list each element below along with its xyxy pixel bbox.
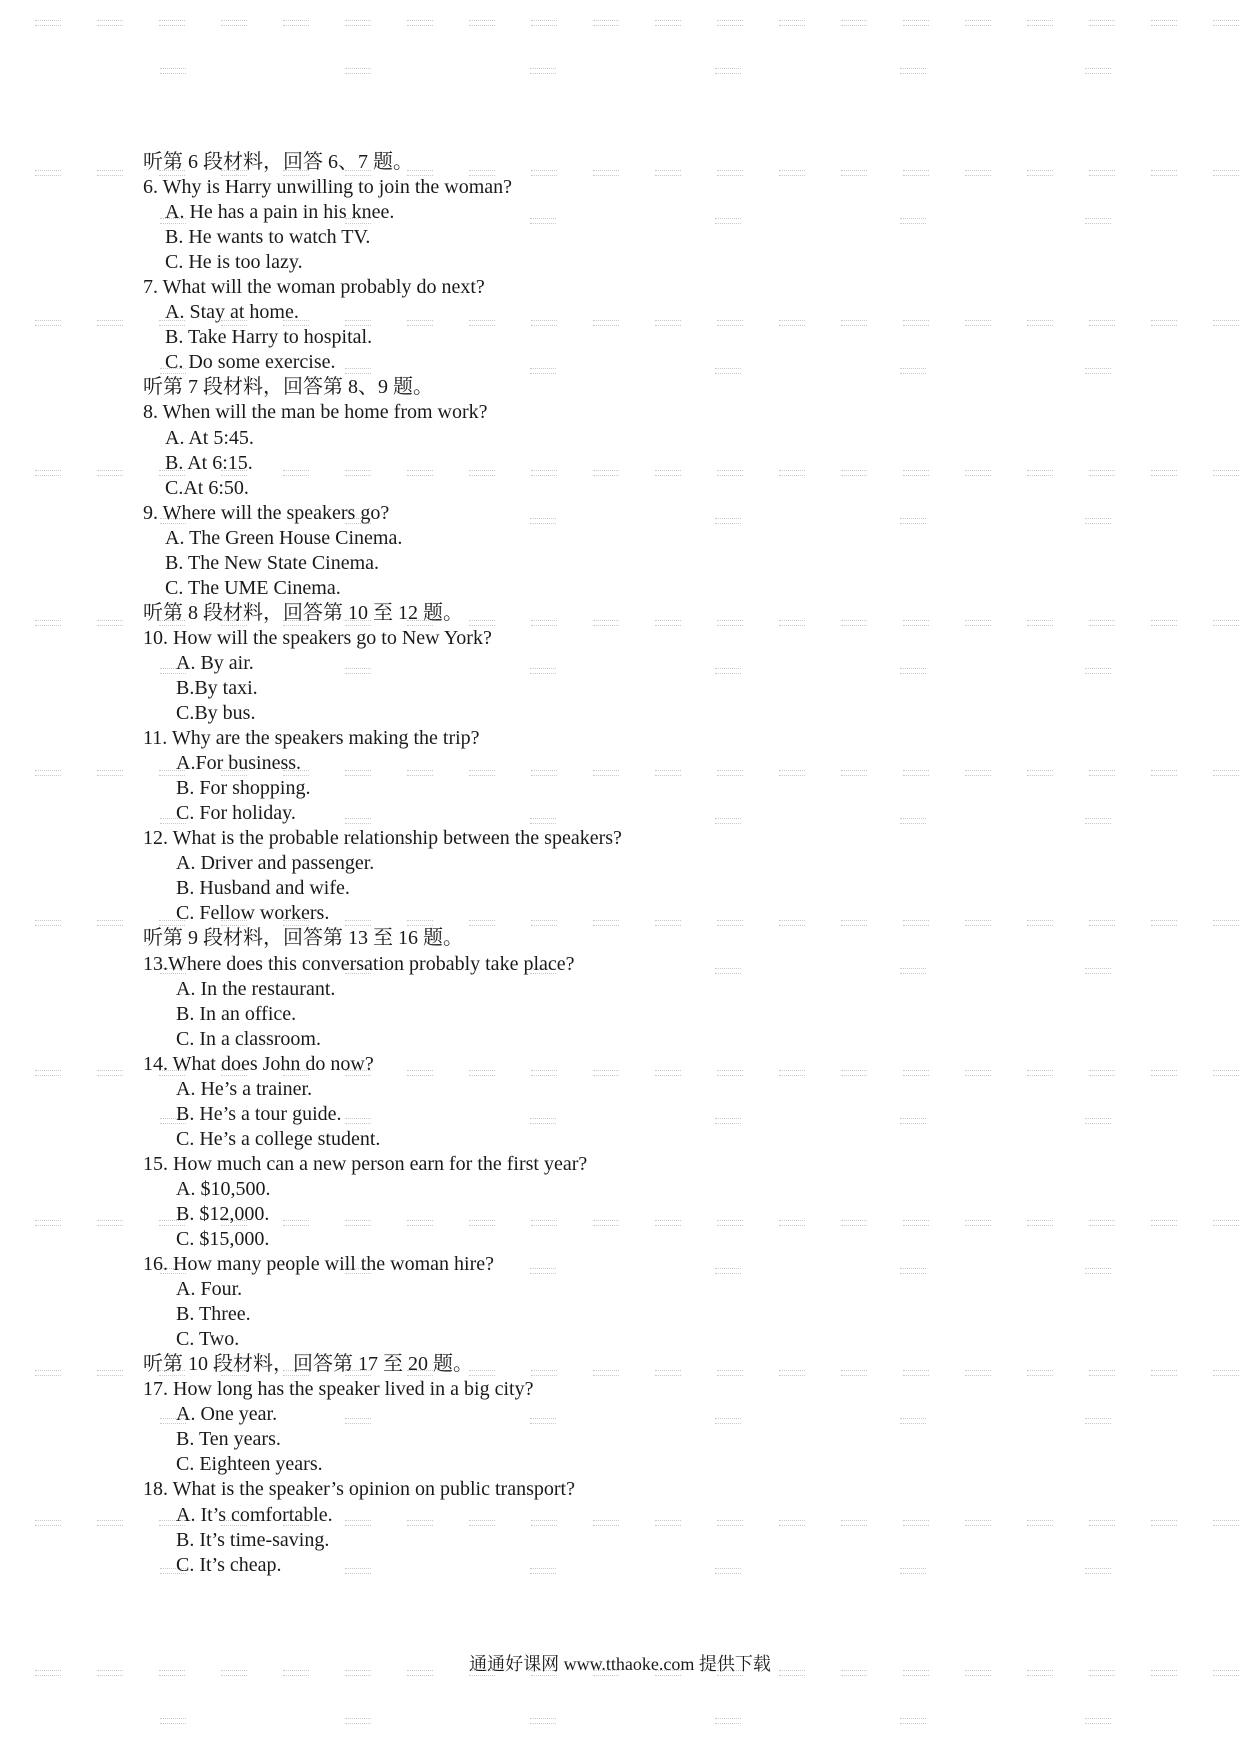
watermark-mark (1151, 1220, 1177, 1226)
watermark-mark (530, 68, 556, 74)
answer-option: A. One year. (176, 1403, 278, 1426)
answer-option: B. Ten years. (176, 1428, 281, 1451)
question-text: 14. What does John do now? (143, 1052, 374, 1075)
question-text: 18. What is the speaker’s opinion on public transport? (143, 1478, 575, 1501)
question-block (143, 826, 1143, 926)
watermark-mark (97, 170, 123, 176)
watermark-mark (1151, 20, 1177, 26)
watermark-mark (1213, 1220, 1239, 1226)
question-block (143, 726, 1143, 826)
answer-option: B. At 6:15. (165, 451, 253, 474)
answer-option: A. Stay at home. (165, 301, 299, 324)
watermark-mark (593, 20, 619, 26)
watermark-mark (965, 20, 991, 26)
question-text: 17. How long has the speaker lived in a big city? (143, 1378, 534, 1401)
watermark-mark (283, 20, 309, 26)
section-heading: 听第 10 段材料，回答第 17 至 20 题。 (143, 1353, 473, 1376)
question-text: 12. What is the probable relationship between the speakers? (143, 827, 622, 850)
answer-option: B.By taxi. (176, 676, 258, 699)
watermark-mark (35, 170, 61, 176)
watermark-mark (1085, 68, 1111, 74)
watermark-mark (97, 1520, 123, 1526)
answer-option: C. $15,000. (176, 1228, 270, 1251)
watermark-mark (159, 20, 185, 26)
answer-option: C.At 6:50. (165, 476, 249, 499)
question-block (143, 952, 1143, 1052)
answer-option: B. Take Harry to hospital. (165, 326, 373, 349)
watermark-mark (1151, 1070, 1177, 1076)
watermark-mark (530, 1718, 556, 1724)
answer-option: A. Four. (176, 1278, 243, 1301)
watermark-mark (407, 20, 433, 26)
watermark-mark (1213, 1070, 1239, 1076)
answer-option: A. By air. (176, 651, 254, 674)
watermark-mark (1151, 770, 1177, 776)
watermark-mark (35, 1070, 61, 1076)
watermark-mark (160, 68, 186, 74)
question-block (143, 1252, 1143, 1352)
watermark-mark (1213, 170, 1239, 176)
answer-option: B. He’s a tour guide. (176, 1102, 342, 1125)
watermark-mark (1213, 1370, 1239, 1376)
answer-option: C. Two. (176, 1328, 240, 1351)
answer-option: A. He’s a trainer. (176, 1077, 313, 1100)
watermark-mark (717, 20, 743, 26)
question-block (143, 175, 1143, 275)
watermark-mark (345, 68, 371, 74)
watermark-mark (1213, 470, 1239, 476)
watermark-mark (97, 770, 123, 776)
answer-option: C. For holiday. (176, 802, 296, 825)
watermark-mark (97, 1070, 123, 1076)
section-heading: 听第 6 段材料，回答 6、7 题。 (143, 151, 413, 173)
question-text: 10. How will the speakers go to New York? (143, 626, 492, 649)
answer-option: C. Eighteen years. (176, 1453, 323, 1476)
answer-option: A. Driver and passenger. (176, 852, 375, 875)
watermark-mark (841, 20, 867, 26)
watermark-mark (1213, 320, 1239, 326)
question-block (143, 275, 1143, 375)
watermark-mark (97, 470, 123, 476)
answer-option: A. At 5:45. (165, 426, 254, 449)
watermark-mark (1151, 1370, 1177, 1376)
page-footer: 通通好课网 www.tthaoke.com 提供下载 (469, 1654, 771, 1674)
watermark-mark (1085, 1718, 1111, 1724)
answer-option: C. In a classroom. (176, 1027, 321, 1050)
question-text: 8. When will the man be home from work? (143, 401, 488, 424)
watermark-mark (35, 770, 61, 776)
answer-option: A. The Green House Cinema. (165, 526, 403, 549)
answer-option: A. $10,500. (176, 1177, 271, 1200)
watermark-mark (97, 1220, 123, 1226)
question-block (143, 1477, 1143, 1577)
watermark-mark (97, 620, 123, 626)
watermark-mark (469, 20, 495, 26)
watermark-mark (35, 20, 61, 26)
watermark-mark (715, 68, 741, 74)
watermark-mark (35, 320, 61, 326)
answer-option: C. The UME Cinema. (165, 576, 341, 599)
watermark-mark (1151, 470, 1177, 476)
watermark-mark (35, 920, 61, 926)
watermark-mark (35, 1520, 61, 1526)
watermark-mark (655, 20, 681, 26)
watermark-mark (1151, 620, 1177, 626)
exam-content (143, 150, 1143, 1578)
answer-option: B. Husband and wife. (176, 877, 350, 900)
watermark-mark (97, 20, 123, 26)
section-heading: 听第 8 段材料，回答第 10 至 12 题。 (143, 601, 463, 624)
watermark-mark (1213, 1520, 1239, 1526)
watermark-mark (345, 1718, 371, 1724)
watermark-mark (779, 20, 805, 26)
watermark-mark (1151, 1520, 1177, 1526)
watermark-mark (1027, 20, 1053, 26)
watermark-mark (97, 320, 123, 326)
answer-option: A. It’s comfortable. (176, 1503, 333, 1526)
question-block (143, 626, 1143, 726)
watermark-mark (900, 1718, 926, 1724)
question-text: 7. What will the woman probably do next? (143, 276, 485, 299)
answer-option: B. He wants to watch TV. (165, 226, 371, 249)
question-text: 13.Where does this conversation probably take place? (143, 952, 575, 975)
question-block (143, 400, 1143, 500)
question-text: 9. Where will the speakers go? (143, 501, 390, 524)
section-heading: 听第 9 段材料，回答第 13 至 16 题。 (143, 927, 463, 950)
watermark-mark (1151, 920, 1177, 926)
answer-option: C. He is too lazy. (165, 251, 303, 274)
answer-option: B. For shopping. (176, 777, 311, 800)
question-text: 15. How much can a new person earn for the first year? (143, 1152, 588, 1175)
watermark-mark (97, 1370, 123, 1376)
answer-option: B. It’s time-saving. (176, 1528, 330, 1551)
watermark-mark (715, 1718, 741, 1724)
answer-option: B. In an office. (176, 1002, 297, 1025)
watermark-mark (35, 1220, 61, 1226)
watermark-mark (35, 470, 61, 476)
watermark-mark (160, 1718, 186, 1724)
answer-option: A.For business. (176, 752, 302, 775)
question-text: 11. Why are the speakers making the trip? (143, 727, 480, 750)
watermark-mark (1213, 20, 1239, 26)
answer-option: C. It’s cheap. (176, 1553, 282, 1576)
watermark-mark (1213, 920, 1239, 926)
watermark-mark (35, 1370, 61, 1376)
answer-option: B. The New State Cinema. (165, 551, 380, 574)
watermark-mark (903, 20, 929, 26)
question-block (143, 501, 1143, 601)
watermark-mark (35, 620, 61, 626)
answer-option: A. He has a pain in his knee. (165, 201, 395, 224)
watermark-mark (1151, 320, 1177, 326)
question-text: 6. Why is Harry unwilling to join the woman? (143, 176, 513, 199)
answer-option: C. Do some exercise. (165, 351, 336, 374)
question-text: 16. How many people will the woman hire? (143, 1253, 495, 1276)
watermark-mark (900, 68, 926, 74)
question-block (143, 1152, 1143, 1252)
answer-option: C.By bus. (176, 702, 256, 725)
watermark-mark (1213, 620, 1239, 626)
watermark-mark (1089, 20, 1115, 26)
watermark-mark (531, 20, 557, 26)
section-heading: 听第 7 段材料，回答第 8、9 题。 (143, 376, 433, 399)
watermark-mark (221, 20, 247, 26)
answer-option: C. Fellow workers. (176, 902, 330, 925)
watermark-mark (345, 20, 371, 26)
answer-option: B. Three. (176, 1303, 251, 1326)
question-block (143, 1052, 1143, 1152)
watermark-mark (1151, 170, 1177, 176)
answer-option: B. $12,000. (176, 1202, 270, 1225)
watermark-mark (1213, 770, 1239, 776)
watermark-mark (97, 920, 123, 926)
answer-option: A. In the restaurant. (176, 977, 336, 1000)
answer-option: C. He’s a college student. (176, 1127, 381, 1150)
question-block (143, 1377, 1143, 1477)
